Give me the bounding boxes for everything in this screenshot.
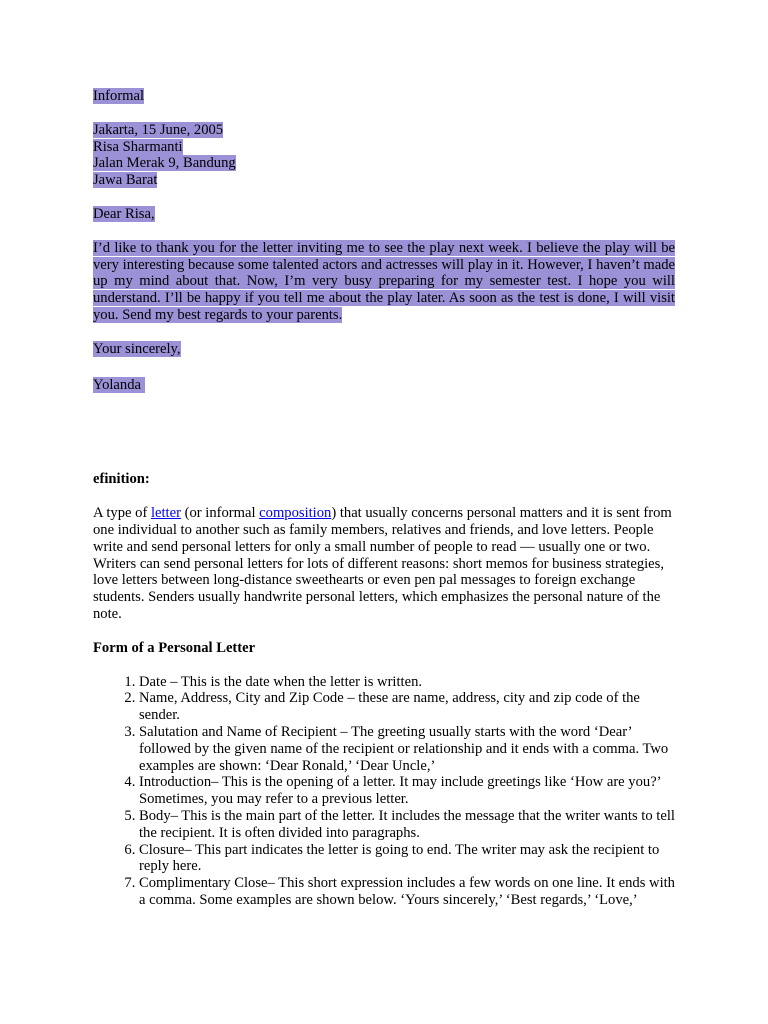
- letter-sample: [93, 88, 675, 393]
- list-item: 1. Date – This is the date when the letter is written.: [139, 674, 683, 691]
- letter-street: Jalan Merak 9, Bandung: [93, 155, 236, 172]
- definition-section: [93, 471, 675, 622]
- definition-text: A type of letter (or informal composition) that usually concerns personal matters and it is sent from one individual to another such as family members, relatives and friends, and love letters. People write and send personal letters for only a small number of people to read — usually one or two. Writers can send personal letters for lots of different reasons: short memos for business strategies, love letters between long-distance sweethearts or even pen pal messages to foreign exchange students. Senders usually handwrite personal letters, which emphasizes the personal nature of the note.: [93, 505, 672, 622]
- letter-body: I’d like to thank you for the letter inviting me to see the play next week. I believe the play will be very interesting because some talented actors and actresses will play in it. However, I haven’t made up my mind about that. Now, I’m very busy preparing for my semester test. I hope you will understand. I’ll be happy if you tell me about the play later. As soon as the test is done, I will visit you. Send my best regards to your parents.: [93, 239, 675, 323]
- form-heading: Form of a Personal Letter: [93, 639, 256, 656]
- letter-link[interactable]: letter: [150, 505, 181, 522]
- list-item: 7. Complimentary Close– This short expression includes a few words on one line. It ends with a comma. Some examples are shown below. ‘Yours sincerely,’ ‘Best regards,’ ‘Love,’: [139, 875, 683, 909]
- letter-address-block: [93, 122, 675, 189]
- form-list: [93, 674, 683, 909]
- letter-greeting: Dear Risa,: [93, 205, 155, 222]
- list-item: 5. Body– This is the main part of the letter. It includes the message that the writer wants to tell the recipient. It is often divided into paragraphs.: [139, 808, 683, 842]
- letter-signature: Yolanda: [93, 376, 145, 393]
- letter-closing: Your sincerely,: [93, 340, 181, 357]
- letter-province: Jawa Barat: [93, 172, 158, 189]
- composition-link[interactable]: composition: [259, 505, 332, 522]
- letter-date: Jakarta, 15 June, 2005: [93, 121, 224, 138]
- letter-type-label: Informal: [93, 88, 145, 104]
- list-item: 4. Introduction– This is the opening of a letter. It may include greetings like ‘How are you?’ Sometimes, you may refer to a previous letter.: [139, 774, 683, 808]
- list-item: 2. Name, Address, City and Zip Code – these are name, address, city and zip code of the sender.: [139, 690, 683, 724]
- list-item: 3. Salutation and Name of Recipient – The greeting usually starts with the word ‘Dear’ followed by the given name of the recipient or relationship and it ends with a comma. Two examples are shown: ‘Dear Ronald,’ ‘Dear Uncle,’: [139, 724, 683, 774]
- form-section: [93, 640, 675, 909]
- document-page: [93, 88, 675, 909]
- definition-heading: efinition:: [93, 471, 150, 488]
- list-item: 6. Closure– This part indicates the letter is going to end. The writer may ask the recipient to reply here.: [139, 842, 683, 876]
- letter-recipient-name: Risa Sharmanti: [93, 138, 183, 155]
